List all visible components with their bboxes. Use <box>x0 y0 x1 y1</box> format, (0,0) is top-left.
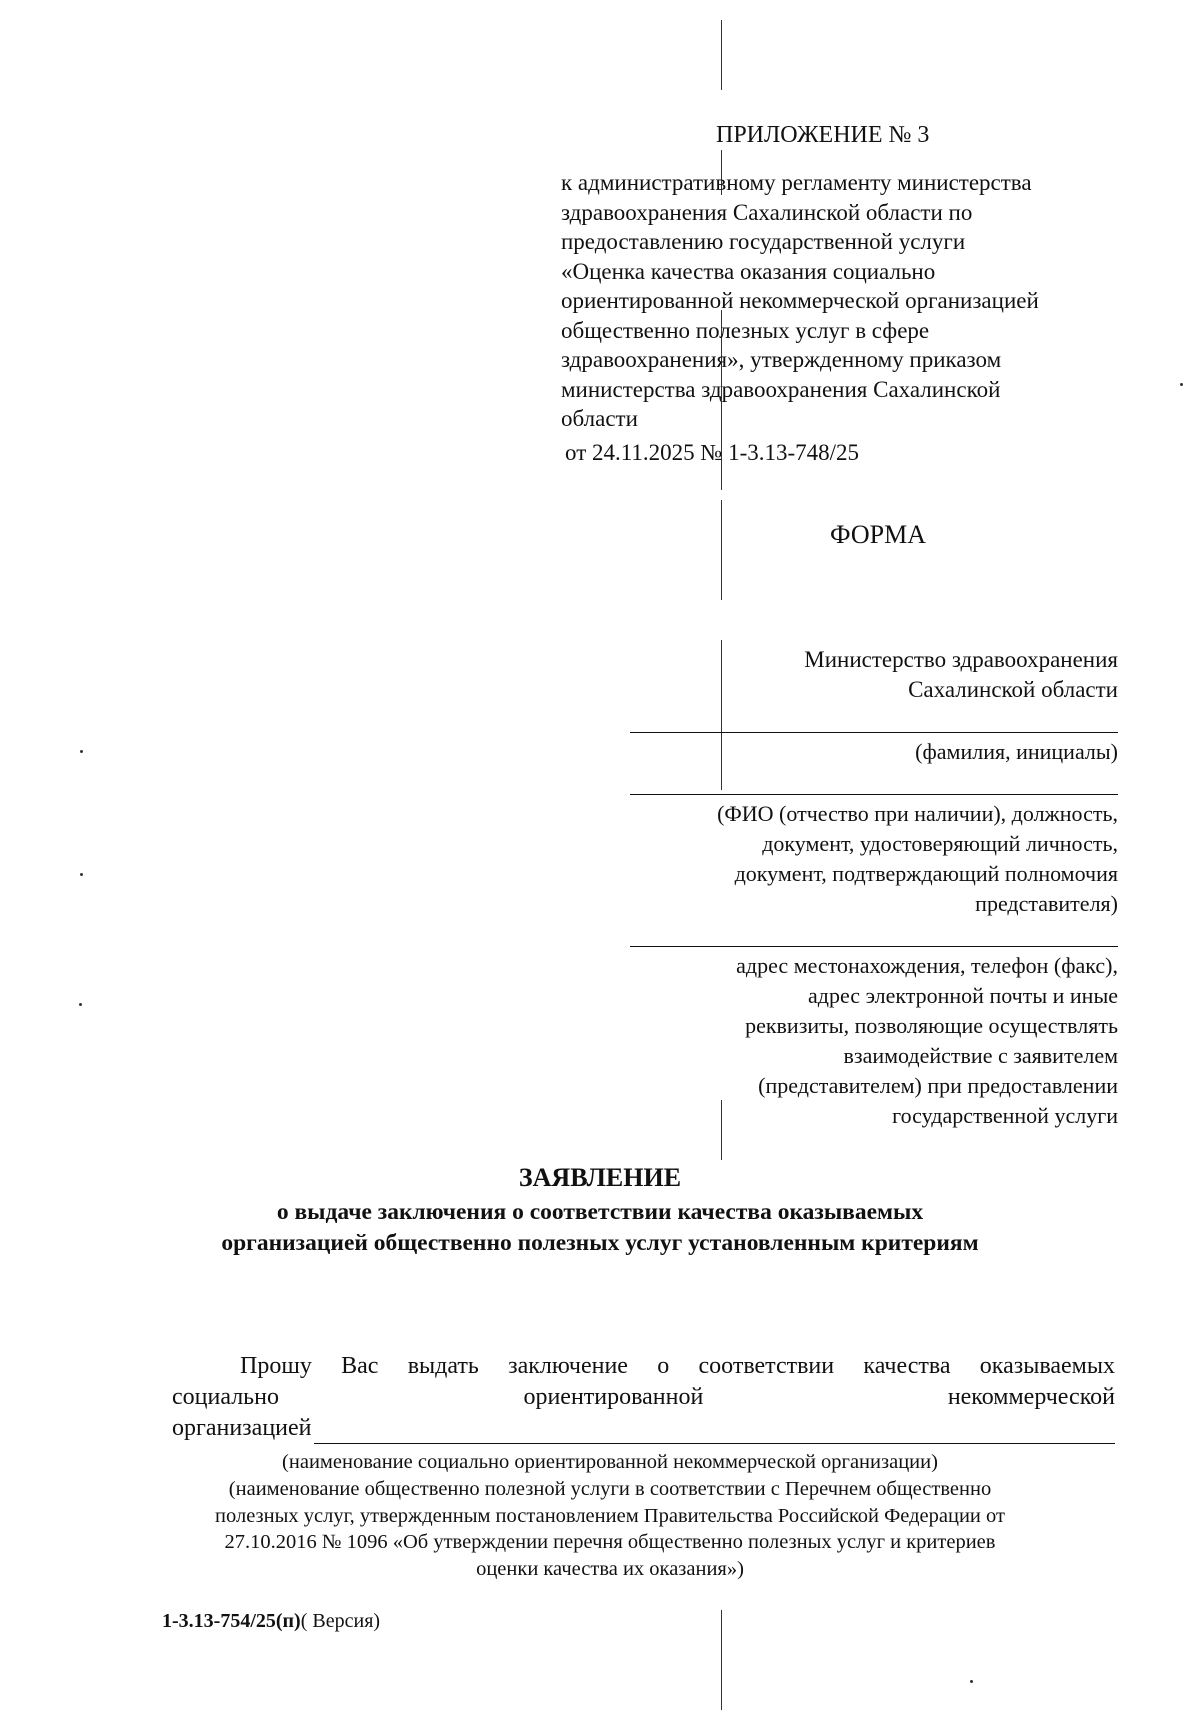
appendix-line: предоставлению государственной услуги <box>561 229 966 254</box>
appendix-date-number: от 24.11.2025 № 1-3.13-748/25 <box>565 440 860 465</box>
recipient-line: Министерство здравоохранения <box>804 647 1118 672</box>
scan-speck <box>1180 383 1183 386</box>
organization-caption: (наименование социально ориентированной некоммерческой организации) <box>282 1451 938 1473</box>
appendix-line: министерства здравоохранения Сахалинской <box>561 376 1001 402</box>
document-code-number: 1-3.13-754/25(п) <box>162 1610 301 1632</box>
address-caption: адрес местонахождения, телефон (факс), адрес электронной почты и иные реквизиты, позволяющие осуществлять взаимодействие с заявителем (представителем) при предоставлении государственной услуги <box>736 953 1118 1128</box>
scan-speck <box>80 873 83 876</box>
scan-speck <box>80 750 83 753</box>
scan-artifact-line <box>721 1610 722 1710</box>
appendix-line: к административному регламенту министерства <box>561 170 1032 195</box>
appendix-description <box>561 168 1121 434</box>
service-caption: (наименование общественно полезной услуги в соответствии с Перечнем общественно полезных услуг, утвержденным постановлением Правительства Российской Федерации от 27.10.2016 № 1096 «Об утверждении перечня общественно полезных услуг и критериев оценки качества их оказания») <box>215 1478 1005 1580</box>
recipient-ministry <box>804 645 1118 705</box>
appendix-line: здравоохранения Сахалинской области по <box>561 199 973 225</box>
appendix-line: общественно полезных услуг в сфере <box>561 317 930 343</box>
scan-artifact-line <box>721 20 722 90</box>
name-blank-line <box>630 732 1118 733</box>
scan-speck <box>79 1003 82 1006</box>
appendix-title: ПРИЛОЖЕНИЕ № 3 <box>716 122 930 148</box>
appendix-line: области <box>561 406 638 431</box>
document-code <box>162 1610 380 1633</box>
fio-caption: (ФИО (отчество при наличии), должность, документ, удостоверяющий личность, документ, подтверждающий полномочия представителя) <box>717 801 1118 916</box>
form-label: ФОРМА <box>830 520 926 549</box>
fio-blank-line <box>630 794 1118 795</box>
scan-artifact-line <box>721 1100 722 1160</box>
scan-artifact-line <box>721 500 722 600</box>
request-line: организацией <box>172 1413 1115 1444</box>
statement-subtitle: о выдаче заключения о соответствии качества оказываемых организацией общественно полезных услуг установленным критериям <box>221 1199 979 1256</box>
appendix-line: «Оценка качества оказания социально <box>561 258 936 284</box>
address-blank-line <box>630 946 1118 947</box>
document-version: ( Версия) <box>300 1610 381 1632</box>
scan-speck <box>970 1680 973 1683</box>
name-caption: (фамилия, инициалы) <box>915 739 1118 764</box>
request-line: Прошу Вас выдать заключение о соответствии качества оказываемых <box>240 1353 1115 1379</box>
recipient-line: Сахалинской области <box>908 677 1118 702</box>
statement-title: ЗАЯВЛЕНИЕ <box>518 1163 682 1192</box>
request-line: социально ориентированной некоммерческой <box>172 1384 1115 1410</box>
organization-name-field[interactable] <box>314 1419 1116 1444</box>
appendix-line: ориентированной некоммерческой организацией <box>561 288 1039 313</box>
scan-artifact-line <box>721 640 722 790</box>
appendix-line: здравоохранения», утвержденному приказом <box>561 347 1002 372</box>
request-paragraph <box>172 1351 1115 1444</box>
